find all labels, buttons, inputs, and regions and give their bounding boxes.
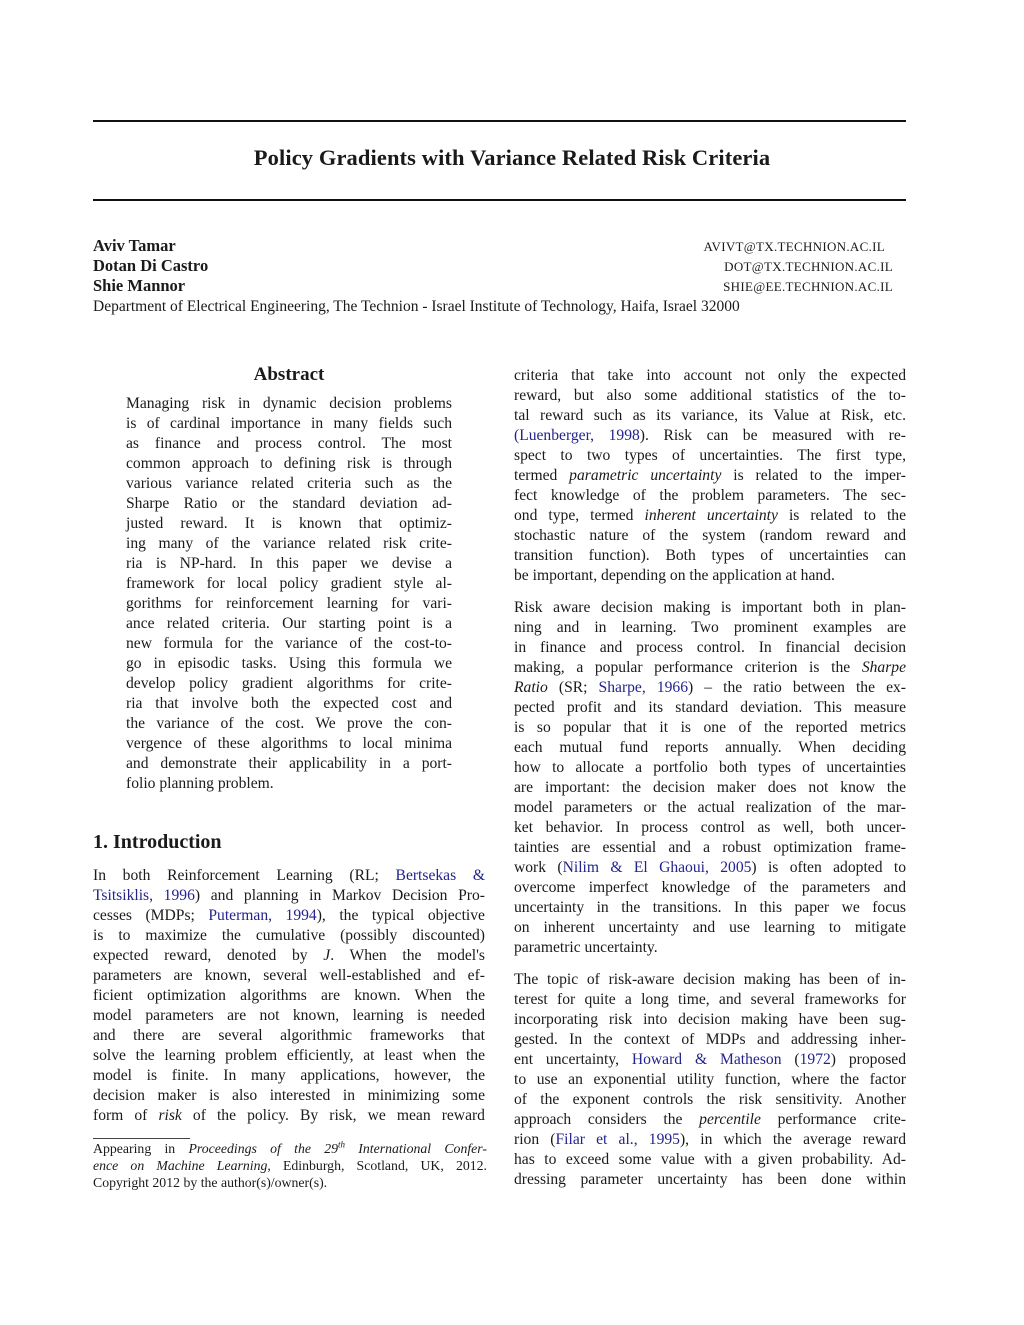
text-line (514, 426, 906, 446)
body-text: ), in which the average reward (679, 1131, 907, 1148)
body-text: ( (781, 1051, 800, 1068)
text-line (93, 1046, 485, 1066)
text-line (514, 546, 906, 566)
body-text: , Edinburgh, Scotland, UK, 2012. (267, 1158, 488, 1173)
body-text: expected reward, denoted by (93, 947, 324, 964)
text-line (514, 898, 906, 918)
title-top-rule (93, 120, 906, 122)
text-line (93, 1140, 487, 1157)
author-name: Dotan Di Castro (93, 256, 209, 275)
body-text: performance crite- (760, 1111, 906, 1128)
text-line (93, 1106, 485, 1126)
body-text: pected profit and its standard deviation. This measure (514, 699, 906, 716)
body-text: ). Risk can be measured with re- (639, 427, 906, 444)
text-line (126, 654, 452, 674)
author-name: Shie Mannor (93, 276, 186, 295)
body-text: (SR; (547, 679, 599, 696)
body-text: ria is NP-hard. In this paper we devise a (126, 555, 452, 572)
body-text: solve the learning problem efficiently, at least when the (93, 1047, 485, 1064)
emphasis-text: inherent uncertainty (644, 507, 778, 524)
body-text: parameters are known, several well-established and ef- (93, 967, 485, 984)
text-line (514, 1070, 906, 1090)
body-text: model is finite. In many applications, however, the (93, 1067, 485, 1084)
body-text: framework for local policy gradient style al- (126, 575, 452, 592)
body-text: justed reward. It is known that optimiz- (126, 515, 452, 532)
body-text: ance related criteria. Our starting point is a (126, 615, 452, 632)
text-line (93, 1157, 487, 1174)
author-row (93, 276, 893, 296)
text-line (514, 566, 906, 586)
text-line (126, 634, 452, 654)
body-text: Managing risk in dynamic decision problems (126, 395, 452, 412)
body-text: as finance and process control. The most (126, 435, 452, 452)
text-line (126, 454, 452, 474)
paragraph-gap (514, 586, 906, 598)
body-text: terest for quite a long time, and several frameworks for (514, 991, 906, 1008)
body-text: Risk aware decision making is important both in plan- (514, 599, 906, 616)
text-line (93, 1066, 485, 1086)
text-line (514, 1170, 906, 1190)
author-name: Aviv Tamar (93, 236, 176, 255)
body-text: has to exceed some value with a given probability. Ad- (514, 1151, 906, 1168)
text-line (514, 466, 906, 486)
text-line (93, 1006, 485, 1026)
body-text: be important, depending on the application at hand. (514, 567, 835, 584)
body-text: various variance related criteria such as the (126, 475, 452, 492)
text-line (514, 818, 906, 838)
body-text: of the policy. By risk, we mean reward (181, 1107, 485, 1124)
body-text: the variance of the cost. We prove the con- (126, 715, 452, 732)
text-line (514, 386, 906, 406)
text-line (514, 778, 906, 798)
text-line (514, 526, 906, 546)
body-text: model parameters are not known, learning is needed (93, 1007, 485, 1024)
text-line (514, 758, 906, 778)
body-text: is related to the imper- (721, 467, 906, 484)
body-text: ) and planning in Markov Decision Pro- (194, 887, 485, 904)
text-line (514, 486, 906, 506)
body-text: to use an exponential utility function, where the factor (514, 1071, 906, 1088)
text-line (126, 434, 452, 454)
emphasis-text: risk (158, 1107, 182, 1124)
body-text: on inherent uncertainty and use learning to mitigate (514, 919, 906, 936)
body-text: and demonstrate their applicability in a port- (126, 755, 452, 772)
body-text: ria that involve both the expected cost and (126, 695, 452, 712)
text-line (514, 1130, 906, 1150)
title-bottom-rule (93, 199, 906, 201)
body-text: dressing parameter uncertainty has been done within (514, 1171, 906, 1188)
text-line (514, 838, 906, 858)
body-text: Copyright 2012 by the author(s)/owner(s). (93, 1175, 328, 1190)
body-text: is to maximize the cumulative (possibly discounted) (93, 927, 485, 944)
text-line (126, 514, 452, 534)
text-line (126, 734, 452, 754)
text-line (126, 774, 452, 794)
text-line (93, 886, 485, 906)
text-line (126, 674, 452, 694)
text-line (514, 618, 906, 638)
body-text: ficient optimization algorithms are known. When the (93, 987, 485, 1004)
body-text: Sharpe Ratio or the standard deviation ad- (126, 495, 452, 512)
affiliation: Department of Electrical Engineering, The Technion - Israel Institute of Technology, Haifa, Israel 32000 (93, 298, 740, 315)
paper-title: Policy Gradients with Variance Related Risk Criteria (253, 145, 771, 170)
body-text: form of (93, 1107, 159, 1124)
citation-link[interactable]: Nilim & El Ghaoui, 2005 (562, 859, 752, 876)
text-line (93, 926, 485, 946)
body-text: ent uncertainty, (514, 1051, 632, 1068)
body-text: in finance and process control. In financial decision (514, 639, 906, 656)
text-line (514, 798, 906, 818)
body-text: ket behavior. In process control as well, both uncer- (514, 819, 906, 836)
body-text: ond type, termed (514, 507, 645, 524)
text-line (514, 1090, 906, 1110)
body-text: tainties are essential and a robust optimization frame- (514, 839, 906, 856)
body-text: incorporating risk into decision making have been sug- (514, 1011, 906, 1028)
body-text: Appearing in (93, 1141, 189, 1156)
body-text: ning and in learning. Two prominent examples are (514, 619, 906, 636)
body-text: ) – the ratio between the ex- (688, 679, 906, 696)
emphasis-text: Ratio (514, 679, 548, 696)
text-line (514, 446, 906, 466)
text-line (514, 1150, 906, 1170)
text-line (126, 474, 452, 494)
body-text: fect knowledge of the problem parameters. The sec- (514, 487, 906, 504)
emphasis-text: ence on Machine Learning (93, 1158, 268, 1173)
body-text: folio planning problem. (126, 775, 274, 792)
text-line (514, 598, 906, 618)
footnote (93, 1140, 487, 1191)
text-line (93, 986, 485, 1006)
body-text: ), the typical objective (316, 907, 485, 924)
body-text: overcome imperfect knowledge of the parameters and (514, 879, 906, 896)
text-line (514, 1110, 906, 1130)
text-line (514, 1010, 906, 1030)
citation-link[interactable]: Sharpe, 1966 (598, 679, 689, 696)
emphasis-text: Sharpe (861, 659, 906, 676)
text-line (514, 506, 906, 526)
text-line (126, 714, 452, 734)
text-line (514, 366, 906, 386)
text-line (126, 414, 452, 434)
emphasis-text: International Confer- (345, 1141, 487, 1156)
body-text: making, a popular performance criterion is the (514, 659, 862, 676)
body-text: common approach to defining risk is through (126, 455, 452, 472)
text-line (93, 1026, 485, 1046)
body-text: gorithms for reinforcement learning for vari- (126, 595, 452, 612)
body-text: is related to the (777, 507, 906, 524)
text-line (126, 534, 452, 554)
body-text: are important: the decision maker does not know the (514, 779, 906, 796)
author-email: DOT@TX.TECHNION.AC.IL (724, 259, 893, 274)
body-text: criteria that take into account not only the expected (514, 367, 906, 384)
text-line (93, 946, 485, 966)
author-email: SHIE@EE.TECHNION.AC.IL (723, 279, 893, 294)
text-line (93, 1174, 487, 1191)
citation-link[interactable]: (Luenberger, 1998 (514, 427, 640, 444)
body-text: In both Reinforcement Learning (RL; (93, 867, 396, 884)
text-line (93, 966, 485, 986)
text-line (514, 638, 906, 658)
text-line (514, 878, 906, 898)
text-line (126, 614, 452, 634)
body-text: . When the model's (330, 947, 485, 964)
text-line (514, 918, 906, 938)
text-line (514, 406, 906, 426)
introduction-right-column (514, 366, 906, 1190)
citation-link[interactable]: Howard & Matheson (631, 1051, 782, 1068)
text-line (514, 858, 906, 878)
body-text: develop policy gradient algorithms for crite- (126, 675, 452, 692)
text-line (514, 1050, 906, 1070)
body-text: uncertainty in the transitions. In this paper we focus (514, 899, 906, 916)
body-text: is of cardinal importance in many fields such (126, 415, 452, 432)
citation-link[interactable]: Filar et al., 1995 (555, 1131, 680, 1148)
body-text: termed (514, 467, 570, 484)
paragraph (514, 970, 906, 1190)
text-line (126, 754, 452, 774)
text-line (514, 738, 906, 758)
citation-link[interactable]: Puterman, 1994 (208, 907, 317, 924)
paragraph-gap (514, 958, 906, 970)
text-line (514, 698, 906, 718)
body-text: rion ( (514, 1131, 556, 1148)
body-text: tal reward such as its variance, its Value at Risk, etc. (514, 407, 906, 424)
body-text: ) is often adopted to (751, 859, 906, 876)
text-line (126, 554, 452, 574)
body-text: transition function). Both types of uncertainties can (514, 547, 906, 564)
emphasis-text: parametric uncertainty (569, 467, 722, 484)
body-text: how to allocate a portfolio both types of uncertainties (514, 759, 906, 776)
text-line (514, 1030, 906, 1050)
body-text: each mutual fund reports annually. When deciding (514, 739, 906, 756)
section-heading-introduction: 1. Introduction (93, 831, 222, 853)
introduction-left-column (93, 866, 485, 1126)
abstract-body (126, 394, 452, 794)
citation-link[interactable]: Bertsekas & (395, 867, 485, 884)
body-text: stochastic nature of the system (random reward and (514, 527, 906, 544)
citation-link[interactable]: Tsitsiklis, 1996 (93, 887, 195, 904)
body-text: ing many of the variance related risk crite- (126, 535, 452, 552)
body-text: approach considers the (514, 1111, 700, 1128)
body-text: parametric uncertainty. (514, 939, 658, 956)
paragraph (514, 598, 906, 958)
emphasis-text: percentile (699, 1111, 761, 1128)
body-text: and there are several algorithmic frameworks that (93, 1027, 485, 1044)
body-text: decision maker is also interested in minimizing some (93, 1087, 485, 1104)
paragraph (514, 366, 906, 586)
text-line (93, 906, 485, 926)
text-line (126, 494, 452, 514)
body-text: gested. In the context of MDPs and addressing inher- (514, 1031, 906, 1048)
text-line (93, 1086, 485, 1106)
body-text: model parameters or the actual realization of the mar- (514, 799, 906, 816)
body-text: ) proposed (830, 1051, 907, 1068)
abstract-heading: Abstract (253, 364, 325, 385)
body-text: cesses (MDPs; (93, 907, 209, 924)
text-line (514, 970, 906, 990)
text-line (126, 394, 452, 414)
citation-link[interactable]: 1972 (799, 1051, 831, 1068)
body-text: vergence of these algorithms to local minima (126, 735, 452, 752)
text-line (514, 678, 906, 698)
body-text: is so popular that it is one of the reported metrics (514, 719, 906, 736)
text-line (514, 990, 906, 1010)
text-line (514, 718, 906, 738)
body-text: reward, but also some additional statistics of the to- (514, 387, 906, 404)
author-row (93, 236, 893, 256)
text-line (514, 658, 906, 678)
emphasis-text: J (323, 947, 331, 964)
author-row (93, 256, 893, 276)
text-line (514, 938, 906, 958)
body-text: work ( (514, 859, 563, 876)
body-text: of the exponent controls the risk sensitivity. Another (514, 1091, 906, 1108)
body-text: The topic of risk-aware decision making has been of in- (514, 971, 906, 988)
text-line (126, 694, 452, 714)
text-line (126, 574, 452, 594)
text-line (126, 594, 452, 614)
text-line (93, 866, 485, 886)
emphasis-text: Proceedings of the 29 (188, 1141, 339, 1156)
author-email: AVIVT@TX.TECHNION.AC.IL (703, 239, 885, 254)
body-text: new formula for the variance of the cost-to- (126, 635, 452, 652)
body-text: go in episodic tasks. Using this formula we (126, 655, 452, 672)
emphasis-text: th (338, 1139, 346, 1150)
body-text: spect to two types of uncertainties. The first type, (514, 447, 906, 464)
footnote-rule (93, 1138, 190, 1139)
